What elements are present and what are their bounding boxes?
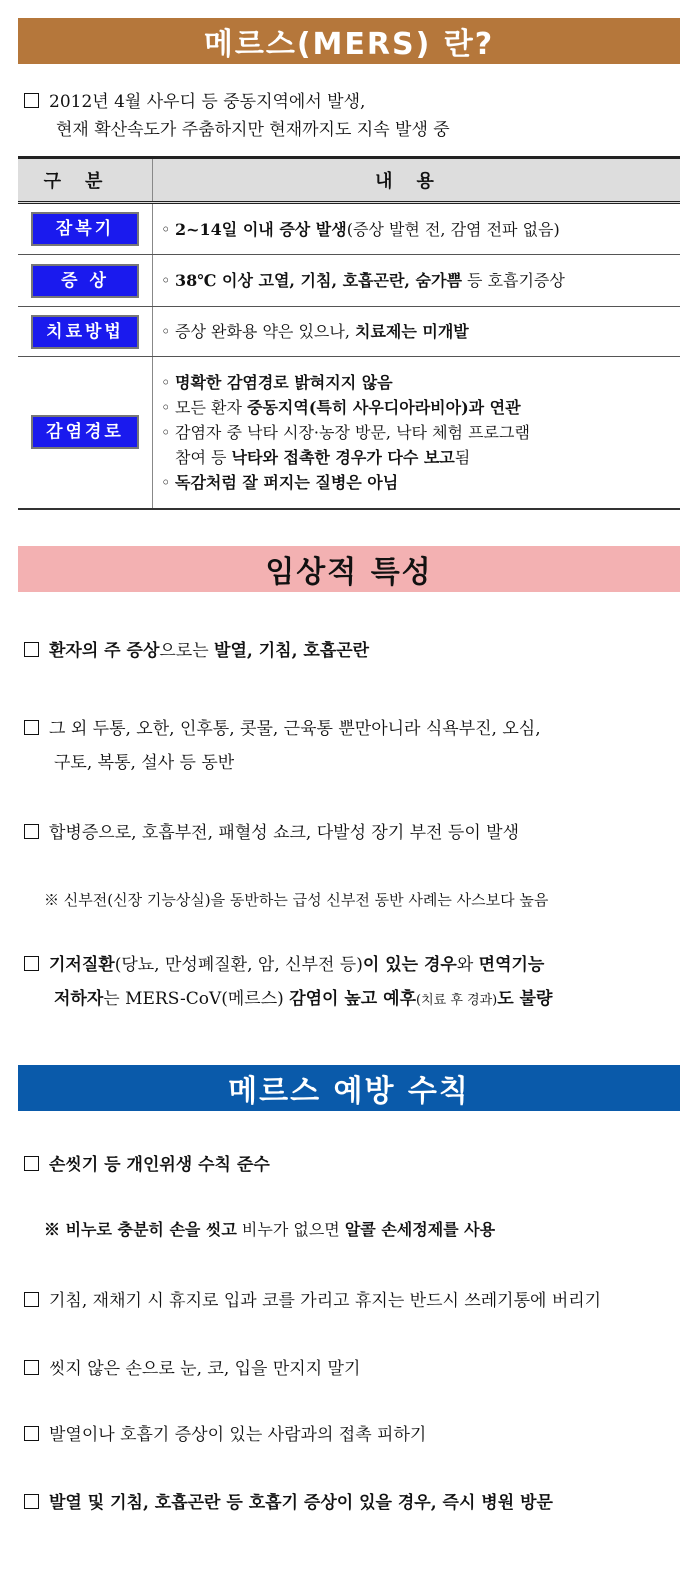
header-value: 내용: [153, 158, 681, 203]
cell-text: 38℃ 이상 고열, 기침, 호흡곤란, 숨가쁨: [175, 271, 462, 290]
intro-text: [24, 88, 450, 144]
prevention-item: 손씻기 등 개인위생 수칙 준수: [24, 1148, 684, 1182]
cell-text: 등 호흡기증상: [461, 271, 565, 290]
cell-text: (증상 발현 전, 감염 전파 없음): [346, 219, 560, 239]
header-key: 구분: [18, 158, 153, 203]
clinical-note: ※ 신부전(신장 기능상실)을 동반하는 급성 신부전 동반 사례는 사스보다 높음: [44, 891, 549, 909]
table-row: 잠복기 ◦ 2~14일 이내 증상 발생(증상 발현 전, 감염 전파 없음): [18, 203, 680, 255]
table-row: 증 상 ◦ 38℃ 이상 고열, 기침, 호흡곤란, 숨가쁨 등 호흡기증상: [18, 255, 680, 307]
cell-text: 2~14일 이내 증상 발생: [175, 219, 347, 239]
checkbox-bullet: [24, 1426, 39, 1441]
prevention-item: 씻지 않은 손으로 눈, 코, 입을 만지지 말기: [24, 1352, 684, 1386]
cell-text: 중동지역(특히 사우디아라비아)과 연관: [247, 397, 521, 417]
row-tag: 잠복기: [31, 212, 139, 246]
cell-text: 증상 완화용 약은 있으나,: [175, 322, 355, 341]
banner-clinical-features: 임상적 특성: [18, 546, 680, 592]
clinical-item: 그 외 두통, 오한, 인후통, 콧물, 근육통 뿐만아니라 식욕부진, 오심, 구토, 복통, 설사 등 동반: [24, 712, 684, 780]
prevention-item: 발열 및 기침, 호흡곤란 등 호흡기 증상이 있을 경우, 즉시 병원 방문: [24, 1486, 684, 1520]
table-header: [18, 158, 680, 203]
table-row: 치료방법 ◦ 증상 완화용 약은 있으나, 치료제는 미개발: [18, 307, 680, 357]
row-tag: 치료방법: [31, 315, 139, 349]
checkbox-bullet: [24, 93, 39, 108]
clinical-item: 환자의 주 증상으로는 발열, 기침, 호흡곤란: [24, 634, 684, 668]
cell-text: 낙타와 접촉한 경우가 다수 보고: [231, 447, 455, 467]
prevention-item: 기침, 재채기 시 휴지로 입과 코를 가리고 휴지는 반드시 쓰레기통에 버리기: [24, 1284, 684, 1318]
clinical-item: 합병증으로, 호흡부전, 패혈성 쇼크, 다발성 장기 부전 등이 발생: [24, 816, 684, 850]
checkbox-bullet: [24, 1292, 39, 1307]
table-row: 감염경로 ◦ 명확한 감염경로 밝혀지지 않음 ◦ 모든 환자 중동지역(특히 사우디아라비아)과 연관 ◦ 감염자 중 낙타 시장·농장 방문, 낙타 체험 프로그램 참여 등 낙타와 접촉한 경우가 다수 보고됨 ◦ 독감처럼 잘 퍼지는 질병은 아님: [18, 357, 680, 509]
intro-line: 2012년 4월 사우디 등 중동지역에서 발생,: [49, 92, 366, 112]
cell-text: 치료제는 미개발: [355, 322, 469, 341]
checkbox-bullet: [24, 1360, 39, 1375]
intro-line: 현재 확산속도가 주춤하지만 현재까지도 지속 발생 중: [56, 120, 450, 140]
checkbox-bullet: [24, 642, 39, 657]
prevention-item: 발열이나 호흡기 증상이 있는 사람과의 접촉 피하기: [24, 1418, 684, 1452]
checkbox-bullet: [24, 1156, 39, 1171]
cell-text: 독감처럼 잘 퍼지는 질병은 아님: [175, 472, 399, 492]
row-tag: 증 상: [31, 264, 139, 298]
cell-text: 됨: [454, 447, 471, 467]
checkbox-bullet: [24, 720, 39, 735]
checkbox-bullet: [24, 1494, 39, 1509]
banner-what-is-mers: 메르스(MERS) 란?: [18, 18, 680, 64]
clinical-item: 기저질환(당뇨, 만성폐질환, 암, 신부전 등)이 있는 경우와 면역기능 저하자는 MERS-CoV(메르스) 감염이 높고 예후(치료 후 경과)도 불량: [24, 948, 684, 1018]
checkbox-bullet: [24, 824, 39, 839]
prevention-note: ※ 비누로 충분히 손을 씻고 비누가 없으면 알콜 손세정제를 사용: [44, 1220, 496, 1239]
banner-prevention: 메르스 예방 수칙: [18, 1065, 680, 1111]
cell-text: 감염자 중 낙타 시장·농장 방문, 낙타 체험 프로그램: [175, 422, 530, 442]
cell-text: 참여 등: [175, 447, 232, 467]
cell-text: 명확한 감염경로 밝혀지지 않음: [175, 372, 393, 392]
row-tag: 감염경로: [31, 415, 139, 449]
cell-text: 모든 환자: [175, 397, 247, 417]
mers-info-table: [18, 156, 680, 510]
checkbox-bullet: [24, 956, 39, 971]
